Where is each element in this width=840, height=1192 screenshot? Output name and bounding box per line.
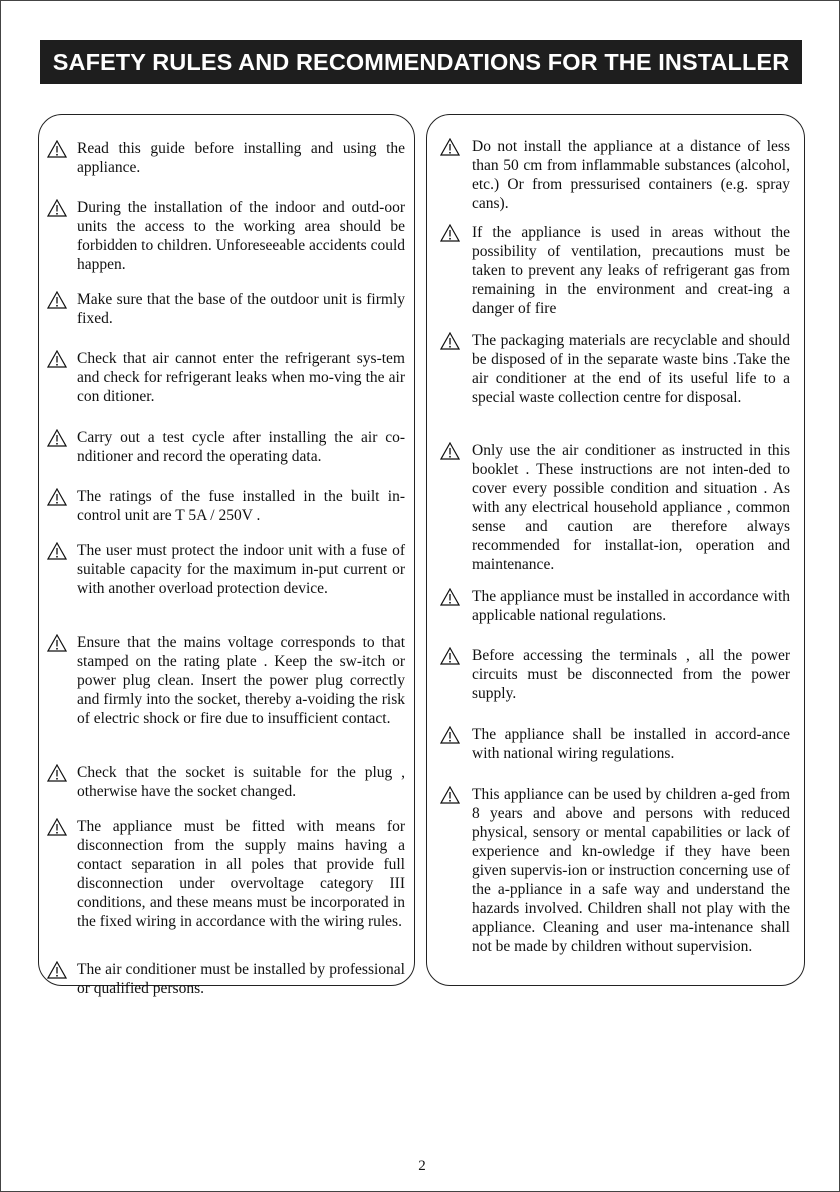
safety-item-text: Check that the socket is suitable for the plug , otherwise have the socket changed. xyxy=(77,764,405,800)
safety-item-text: If the appliance is used in areas without the possibility of ventilation, precautions must be taken to prevent any leaks of refrigerant gas from remaining in the environment and creat-ing a danger of fire xyxy=(472,224,790,317)
warning-triangle-icon xyxy=(440,224,460,242)
safety-item-text: The air conditioner must be installed by professional or qualified persons. xyxy=(77,961,405,997)
warning-triangle-icon xyxy=(47,199,67,217)
safety-item xyxy=(77,139,405,177)
safety-item-text: Carry out a test cycle after installing the air co-nditioner and record the operating data. xyxy=(77,429,405,465)
safety-item xyxy=(77,763,405,801)
safety-item-text: Only use the air conditioner as instructed in this booklet . These instructions are not inten-ded to cover every possible condition and situation . As with any electrical household appliance , common sense and caution are therefore always recommended for installat-ion, operation and maintenance. xyxy=(472,442,790,573)
warning-triangle-icon xyxy=(47,961,67,979)
safety-item-text: The user must protect the indoor unit with a fuse of suitable capacity for the maximum in-put current or with another overload protection device. xyxy=(77,542,405,597)
warning-triangle-icon xyxy=(47,140,67,158)
safety-item xyxy=(472,331,790,407)
safety-item xyxy=(77,633,405,728)
warning-triangle-icon xyxy=(440,726,460,744)
page-number: 2 xyxy=(418,1158,426,1174)
safety-item-text: Read this guide before installing and using the appliance. xyxy=(77,140,405,176)
safety-item-text: Do not install the appliance at a distance of less than 50 cm from inflammable substances (alcohol, etc.) Or from pressurised containers (e.g. spray cans). xyxy=(472,138,790,212)
warning-triangle-icon xyxy=(47,488,67,506)
safety-item-text: The packaging materials are recyclable and should be disposed of in the separate waste bins .Take the air conditioner at the end of its useful life to a special waste collection centre for disposal. xyxy=(472,332,790,406)
safety-item-text: The ratings of the fuse installed in the built in-control unit are T 5A / 250V . xyxy=(77,488,405,524)
safety-item xyxy=(77,487,405,525)
warning-triangle-icon xyxy=(47,350,67,368)
warning-triangle-icon xyxy=(440,332,460,350)
safety-item-text: The appliance must be installed in accordance with applicable national regulations. xyxy=(472,588,790,624)
warning-triangle-icon xyxy=(440,786,460,804)
safety-item-text: Make sure that the base of the outdoor unit is firmly fixed. xyxy=(77,291,405,327)
safety-item xyxy=(472,587,790,625)
safety-item xyxy=(77,349,405,406)
warning-triangle-icon xyxy=(47,291,67,309)
warning-triangle-icon xyxy=(47,542,67,560)
safety-item-text: The appliance must be fitted with means for disconnection from the supply mains having a contact separation in all poles that provide full disconnection under overvoltage category III conditions, and these means must be incorporated in the fixed wiring in accordance with the wiring rules. xyxy=(77,818,405,930)
warning-triangle-icon xyxy=(440,138,460,156)
safety-item xyxy=(77,198,405,274)
safety-item xyxy=(77,541,405,598)
right-safety-panel xyxy=(426,114,805,986)
safety-item xyxy=(77,290,405,328)
safety-item xyxy=(472,646,790,703)
safety-item-text: The appliance shall be installed in accord-ance with national wiring regulations. xyxy=(472,726,790,762)
safety-item-text: Ensure that the mains voltage corresponds to that stamped on the rating plate . Keep the sw-itch or power plug clean. Insert the power plug correctly and firmly into the socket, thereby a-voiding the risk of electric shock or fire due to insufficient contact. xyxy=(77,634,405,727)
warning-triangle-icon xyxy=(47,818,67,836)
safety-item-text: During the installation of the indoor and outd-oor units the access to the working area should be forbidden to children. Unforeseeable accidents could happen. xyxy=(77,199,405,273)
safety-item xyxy=(472,725,790,763)
safety-item-text: This appliance can be used by children a-ged from 8 years and above and persons with reduced physical, sensory or mental capabilities or lack of experience and kn-owledge if they have been given supervis-ion or instruction concerning use of the a-ppliance in a safe way and understand the hazards involved. Children shall not play with the appliance. Cleaning and user ma-intenance shall not be made by children without supervision. xyxy=(472,786,790,955)
warning-triangle-icon xyxy=(440,647,460,665)
safety-item xyxy=(472,785,790,956)
safety-item xyxy=(77,817,405,931)
safety-item xyxy=(77,960,405,998)
page-title: SAFETY RULES AND RECOMMENDATIONS FOR THE INSTALLER xyxy=(40,40,802,84)
safety-item xyxy=(472,441,790,574)
warning-triangle-icon xyxy=(47,764,67,782)
safety-item-text: Check that air cannot enter the refrigerant sys-tem and check for refrigerant leaks when mo-ving the air con ditioner. xyxy=(77,350,405,405)
safety-item xyxy=(472,137,790,213)
safety-item xyxy=(77,428,405,466)
warning-triangle-icon xyxy=(440,442,460,460)
warning-triangle-icon xyxy=(47,429,67,447)
warning-triangle-icon xyxy=(440,588,460,606)
warning-triangle-icon xyxy=(47,634,67,652)
safety-item-text: Before accessing the terminals , all the power circuits must be disconnected from the power supply. xyxy=(472,647,790,702)
left-safety-panel xyxy=(38,114,415,997)
safety-item xyxy=(472,223,790,318)
